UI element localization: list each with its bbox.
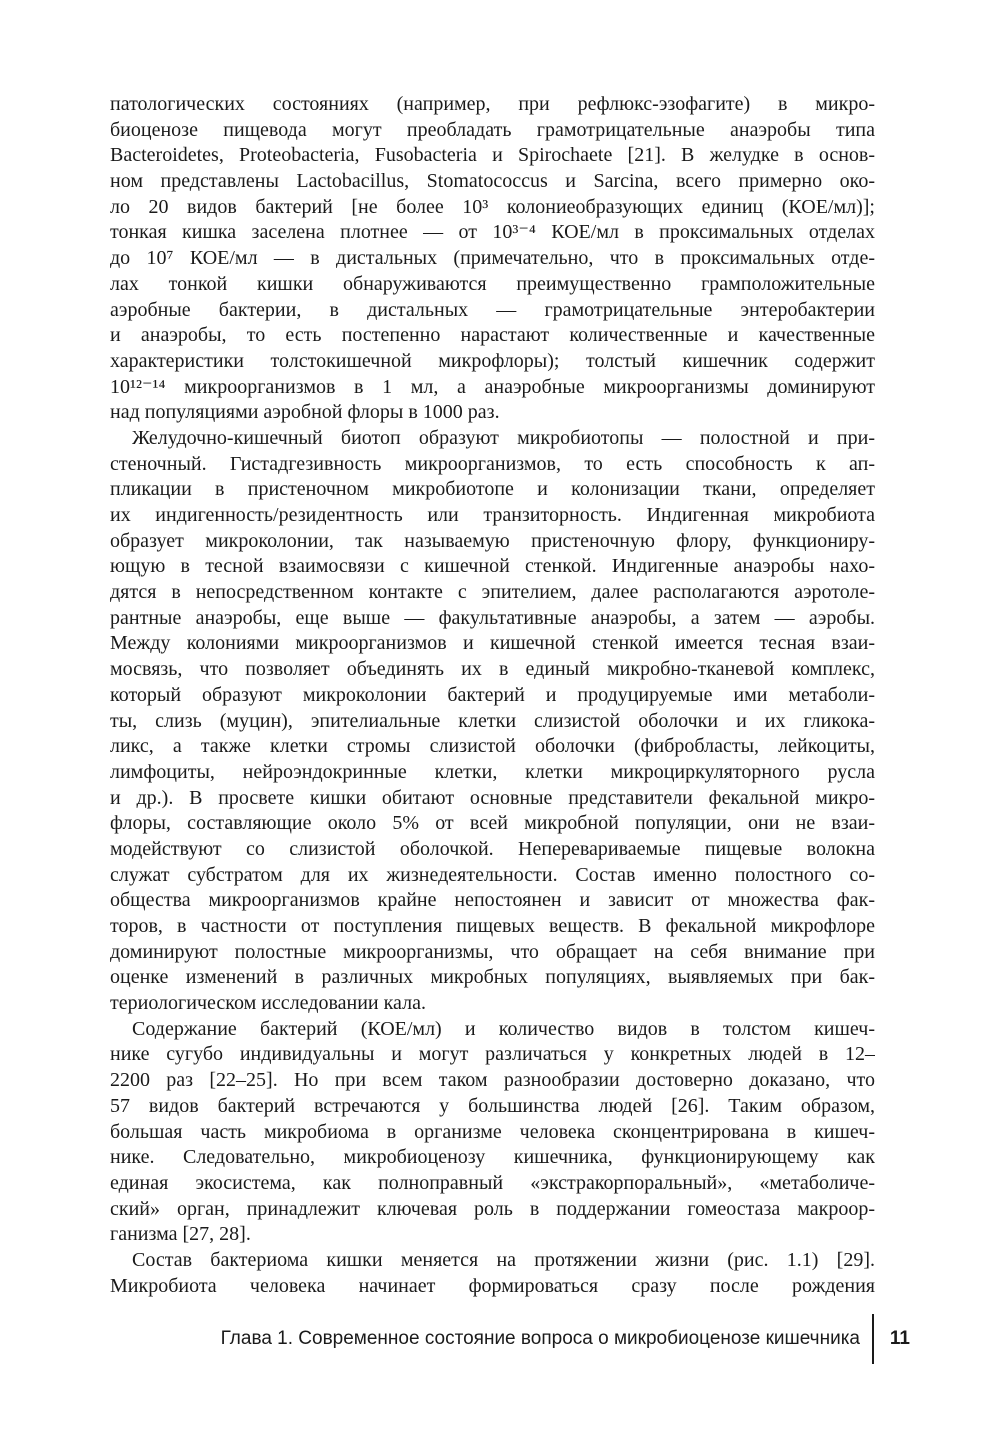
page-footer <box>220 1314 910 1370</box>
text-line: патологических состояниях (например, при рефлюкс-эзофагите) в микро- <box>110 93 875 115</box>
text-line: Желудочно-кишечный биотоп образуют микробиотопы — полостной и при- <box>132 426 875 449</box>
text-line: Микробиота человека начинает формироваться сразу после рождения <box>110 1274 875 1297</box>
text-line: териологическом исследовании кала. <box>110 992 426 1015</box>
text-line: который образуют микроколонии бактерий и продуцируемые ими метаболи- <box>110 683 875 706</box>
text-line: Состав бактериома кишки меняется на протяжении жизни (рис. 1.1) [29]. <box>132 1248 875 1271</box>
text-line: характеристики толстокишечной микрофлоры); толстый кишечник содержит <box>110 349 875 372</box>
text-line: Содержание бактерий (КОЕ/мл) и количество видов в толстом кишеч- <box>132 1017 875 1040</box>
text-line: над популяциями аэробной флоры в 1000 раз. <box>110 401 500 424</box>
footer-divider <box>872 1314 874 1364</box>
text-line: оценке изменений в различных микробных популяциях, выявляемых при бак- <box>110 966 875 989</box>
text-line: общества микроорганизмов крайне непостоянен и зависит от множества фак- <box>110 889 875 912</box>
text-line: Bacteroidetes, Proteobacteria, Fusobacteria и Spirochaete [21]. В желудке в основ- <box>110 144 875 167</box>
text-line: Между колониями микроорганизмов и кишечной стенкой имеется тесная взаи- <box>110 632 875 655</box>
text-line: ном представлены Lactobacillus, Stomatococcus и Sarcina, всего примерно око- <box>110 170 875 193</box>
text-line: ты, слизь (муцин), эпителиальные клетки слизистой оболочки и их гликока- <box>110 709 875 732</box>
text-line: нике сугубо индивидуальны и могут различаться у конкретных людей в 12– <box>110 1043 875 1066</box>
text-line: дятся в непосредственном контакте с эпителием, далее располагаются аэротоле- <box>110 581 875 604</box>
text-line: доминируют полостные микроорганизмы, что обращает на себя внимание при <box>110 940 875 963</box>
text-line: единая экосистема, как полноправный «экстракорпоральный», «метаболиче- <box>110 1171 875 1194</box>
text-line: нике. Следовательно, микробиоценозу кишечника, функционирующему как <box>110 1146 875 1169</box>
text-line: ганизма [27, 28]. <box>110 1223 251 1246</box>
text-line: рантные анаэробы, еще выше — факультативные анаэробы, а затем — аэробы. <box>110 606 875 629</box>
text-line: пликации в пристеночном микробиотопе и колонизации ткани, определяет <box>110 478 875 501</box>
text-line: биоценозе пищевода могут преобладать грамотрицательные анаэробы типа <box>110 118 875 141</box>
text-line: модействуют со слизистой оболочкой. Неперевариваемые пищевые волокна <box>110 837 875 860</box>
text-line: лимфоциты, нейроэндокринные клетки, клетки микроциркуляторного русла <box>110 760 875 783</box>
text-line: торов, в частности от поступления пищевых веществ. В фекальной микрофлоре <box>110 915 875 937</box>
text-line: 2200 раз [22–25]. Но при всем таком разнообразии достоверно доказано, что <box>110 1069 875 1092</box>
text-line: аэробные бактерии, в дистальных — грамотрицательные энтеробактерии <box>110 298 875 321</box>
page-number: 11 <box>889 1328 910 1349</box>
text-line: и анаэробы, то есть постепенно нарастают количественные и качественные <box>110 324 875 347</box>
body-text <box>110 92 875 1299</box>
text-line: до 10⁷ КОЕ/мл — в дистальных (примечательно, что в проксимальных отде- <box>110 247 875 270</box>
text-line: большая часть микробиома в организме человека сконцентрирована в кишеч- <box>110 1120 875 1143</box>
text-line: и др.). В просвете кишки обитают основные представители фекальной микро- <box>110 786 875 809</box>
text-line: 10¹²⁻¹⁴ микроорганизмов в 1 мл, а анаэробные микроорганизмы доминируют <box>110 375 875 398</box>
text-line: 57 видов бактерий встречаются у большинства людей [26]. Таким образом, <box>110 1094 875 1117</box>
text-line: тонкая кишка заселена плотнее — от 10³⁻⁴ КОЕ/мл в проксимальных отделах <box>110 221 875 244</box>
text-line: стеночный. Гистадгезивность микроорганизмов, то есть способность к ап- <box>110 452 875 475</box>
text-line: образует микроколонии, так называемую пристеночную флору, функциониру- <box>110 529 875 552</box>
text-line: ло 20 видов бактерий [не более 10³ колониеобразующих единиц (КОЕ/мл)]; <box>110 195 875 218</box>
text-line: мосвязь, что позволяет объединять их в единый микробно-тканевой комплекс, <box>110 658 875 681</box>
text-line: ский» орган, принадлежит ключевая роль в поддержании гомеостаза макроор- <box>110 1197 875 1220</box>
text-line: ликс, а также клетки стромы слизистой оболочки (фибробласты, лейкоциты, <box>110 735 875 758</box>
text-line: ющую в тесной взаимосвязи с кишечной стенкой. Индигенные анаэробы нахо- <box>110 555 875 578</box>
text-line: лах тонкой кишки обнаруживаются преимущественно грамположительные <box>110 272 875 295</box>
text-line: их индигенность/резидентность или транзиторность. Индигенная микробиота <box>110 504 875 526</box>
text-line: флоры, составляющие около 5% от всей микробной популяции, они не взаи- <box>110 812 875 835</box>
running-footer-chapter-title: Глава 1. Современное состояние вопроса о микробиоценозе кишечника <box>220 1328 860 1349</box>
text-line: служат субстратом для их жизнедеятельности. Состав именно полостного со- <box>110 863 875 886</box>
